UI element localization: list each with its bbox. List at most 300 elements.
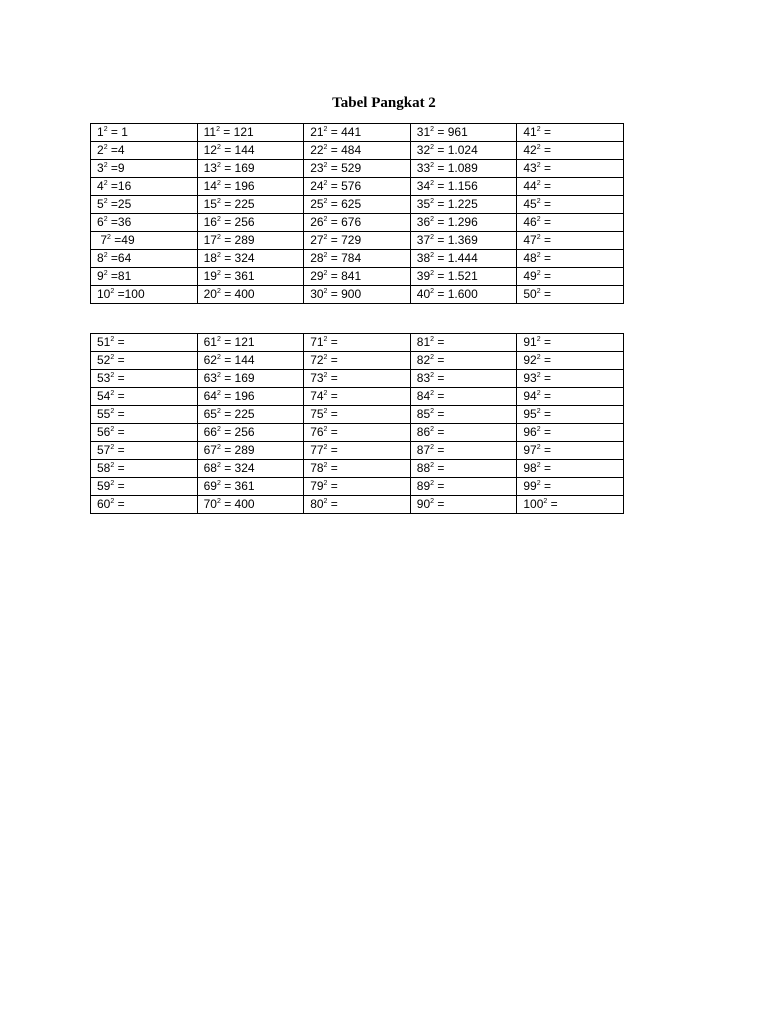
square-expression: [97, 287, 145, 301]
base-number: 95: [523, 407, 537, 421]
exponent: 2: [430, 144, 435, 151]
result-value: =: [434, 461, 445, 475]
exponent: 2: [536, 144, 541, 151]
result-value: = 400: [220, 497, 255, 511]
exponent: 2: [103, 216, 108, 223]
table-cell: [91, 214, 198, 232]
exponent: 2: [103, 162, 108, 169]
square-expression: [417, 233, 478, 247]
table-cell: [410, 406, 517, 424]
result-value: =: [327, 497, 338, 511]
exponent: 2: [536, 198, 541, 205]
table-cell: [197, 370, 304, 388]
base-number: 13: [203, 161, 217, 175]
base-number: 5: [97, 197, 104, 211]
table-cell: [410, 250, 517, 268]
square-expression: [417, 407, 445, 421]
base-number: 67: [203, 443, 217, 457]
result-value: =: [327, 443, 338, 457]
exponent: 2: [216, 372, 221, 379]
table-cell: [91, 478, 198, 496]
exponent: 2: [216, 198, 221, 205]
table-cell: [197, 124, 304, 142]
base-number: 8: [97, 251, 104, 265]
exponent: 2: [323, 126, 328, 133]
exponent: 2: [430, 336, 435, 343]
square-expression: [97, 497, 125, 511]
exponent: 2: [430, 126, 435, 133]
table-cell: [197, 424, 304, 442]
square-expression: [417, 287, 478, 301]
square-expression: [523, 479, 551, 493]
base-number: 39: [416, 269, 431, 283]
square-expression: [204, 179, 255, 193]
exponent: 2: [323, 426, 328, 433]
table-cell: [304, 286, 411, 304]
base-number: 12: [203, 143, 217, 157]
exponent: 2: [323, 180, 328, 187]
result-value: =: [540, 233, 551, 247]
result-value: =: [114, 407, 125, 421]
table-cell: [517, 178, 624, 196]
result-value: = 225: [220, 197, 255, 211]
base-number: 60: [97, 497, 111, 511]
table-row: [91, 370, 624, 388]
base-number: 63: [203, 371, 217, 385]
base-number: 44: [523, 179, 537, 193]
table-cell: [517, 406, 624, 424]
table-row: [91, 232, 624, 250]
base-number: 62: [203, 353, 217, 367]
square-expression: [523, 287, 551, 301]
base-number: 14: [203, 179, 217, 193]
table-cell: [91, 232, 198, 250]
result-value: = 1.089: [434, 161, 478, 175]
result-value: =: [327, 461, 338, 475]
table-cell: [91, 460, 198, 478]
exponent: 2: [430, 270, 435, 277]
base-number: 71: [310, 335, 324, 349]
result-value: =: [540, 161, 551, 175]
base-number: 27: [310, 233, 324, 247]
table-cell: [197, 268, 304, 286]
base-number: 64: [203, 389, 217, 403]
result-value: =: [327, 407, 338, 421]
square-expression: [417, 443, 445, 457]
exponent: 2: [536, 408, 541, 415]
exponent: 2: [110, 444, 115, 451]
result-value: = 1.296: [434, 215, 478, 229]
exponent: 2: [216, 252, 221, 259]
table-cell: [410, 460, 517, 478]
exponent: 2: [430, 252, 435, 259]
exponent: 2: [536, 270, 541, 277]
table-cell: [410, 496, 517, 514]
table-cell: [410, 232, 517, 250]
result-value: =: [114, 389, 125, 403]
result-value: = 1.369: [434, 233, 478, 247]
exponent: 2: [430, 444, 435, 451]
table-cell: [91, 334, 198, 352]
square-expression: [97, 389, 125, 403]
exponent: 2: [110, 390, 115, 397]
exponent: 2: [323, 480, 328, 487]
result-value: = 1.521: [434, 269, 478, 283]
result-value: = 961: [434, 125, 468, 139]
table-cell: [197, 250, 304, 268]
exponent: 2: [110, 408, 115, 415]
table-row: [91, 178, 624, 196]
exponent: 2: [110, 372, 115, 379]
base-number: 45: [523, 197, 537, 211]
base-number: 70: [203, 497, 217, 511]
result-value: =: [540, 251, 551, 265]
exponent: 2: [323, 198, 328, 205]
exponent: 2: [323, 270, 328, 277]
table-cell: [197, 214, 304, 232]
result-value: =: [434, 479, 445, 493]
base-number: 22: [310, 143, 324, 157]
exponent: 2: [216, 336, 221, 343]
square-expression: [204, 461, 255, 475]
base-number: 73: [310, 371, 324, 385]
result-value: = 1.600: [434, 287, 478, 301]
table-cell: [91, 406, 198, 424]
result-value: =: [114, 479, 125, 493]
table-cell: [91, 352, 198, 370]
table-cell: [304, 196, 411, 214]
table-cell: [517, 160, 624, 178]
exponent: 2: [536, 336, 541, 343]
base-number: 6: [97, 215, 104, 229]
square-expression: [204, 125, 254, 139]
exponent: 2: [536, 354, 541, 361]
table-cell: [91, 388, 198, 406]
result-value: = 169: [220, 371, 255, 385]
base-number: 96: [523, 425, 537, 439]
exponent: 2: [103, 180, 108, 187]
base-number: 31: [416, 125, 431, 139]
base-number: 18: [203, 251, 217, 265]
result-value: =: [434, 335, 445, 349]
exponent: 2: [216, 354, 221, 361]
table-cell: [410, 424, 517, 442]
square-expression: [310, 353, 338, 367]
exponent: 2: [430, 288, 435, 295]
square-expression: [523, 335, 551, 349]
result-value: = 225: [220, 407, 255, 421]
table-cell: [91, 268, 198, 286]
result-value: =: [547, 497, 558, 511]
table-cell: [517, 352, 624, 370]
exponent: 2: [430, 198, 435, 205]
exponent: 2: [430, 180, 435, 187]
table-cell: [304, 370, 411, 388]
square-expression: [310, 461, 338, 475]
base-number: 37: [416, 233, 431, 247]
exponent: 2: [323, 336, 328, 343]
table-cell: [304, 160, 411, 178]
table-cell: [517, 442, 624, 460]
result-value: =25: [107, 197, 132, 211]
base-number: 66: [203, 425, 217, 439]
exponent: 2: [323, 498, 328, 505]
exponent: 2: [323, 354, 328, 361]
result-value: =: [434, 497, 445, 511]
table-row: [91, 442, 624, 460]
result-value: = 361: [220, 479, 255, 493]
square-expression: [523, 371, 551, 385]
square-expression: [523, 161, 551, 175]
square-expression: [523, 269, 551, 283]
exponent: 2: [536, 180, 541, 187]
base-number: 94: [523, 389, 537, 403]
base-number: 72: [310, 353, 324, 367]
square-expression: [523, 425, 551, 439]
base-number: 9: [97, 269, 104, 283]
table-cell: [517, 268, 624, 286]
square-expression: [204, 161, 255, 175]
exponent: 2: [430, 372, 435, 379]
base-number: 1: [97, 125, 104, 139]
table-cell: [304, 178, 411, 196]
square-expression: [417, 179, 478, 193]
result-value: = 441: [327, 125, 362, 139]
table-cell: [517, 232, 624, 250]
square-expression: [97, 425, 125, 439]
table-cell: [304, 478, 411, 496]
result-value: =: [540, 425, 551, 439]
exponent: 2: [216, 144, 221, 151]
square-expression: [417, 125, 468, 139]
table-row: [91, 334, 624, 352]
exponent: 2: [430, 408, 435, 415]
table-row: [91, 460, 624, 478]
result-value: =100: [114, 287, 145, 301]
result-value: =: [540, 479, 551, 493]
table-cell: [91, 442, 198, 460]
base-number: 81: [416, 335, 431, 349]
base-number: 98: [523, 461, 537, 475]
base-number: 19: [203, 269, 217, 283]
result-value: = 900: [327, 287, 362, 301]
table-cell: [197, 496, 304, 514]
table-row: [91, 160, 624, 178]
table-row: [91, 352, 624, 370]
table-cell: [304, 214, 411, 232]
square-expression: [204, 407, 255, 421]
square-expression: [97, 179, 131, 193]
base-number: 82: [416, 353, 431, 367]
square-expression: [523, 233, 551, 247]
table-cell: [410, 268, 517, 286]
result-value: =: [434, 443, 445, 457]
square-expression: [310, 269, 361, 283]
exponent: 2: [103, 252, 108, 259]
exponent: 2: [110, 462, 115, 469]
square-expression: [523, 407, 551, 421]
table-row: [91, 142, 624, 160]
table-row: [91, 268, 624, 286]
exponent: 2: [536, 462, 541, 469]
result-value: = 169: [220, 161, 255, 175]
exponent: 2: [536, 252, 541, 259]
table-cell: [304, 388, 411, 406]
table-cell: [410, 370, 517, 388]
exponent: 2: [103, 126, 108, 133]
square-expression: [417, 335, 445, 349]
base-number: 100: [523, 497, 544, 511]
exponent: 2: [216, 390, 221, 397]
result-value: =: [434, 425, 445, 439]
result-value: =9: [107, 161, 125, 175]
base-number: 49: [523, 269, 537, 283]
exponent: 2: [430, 354, 435, 361]
square-expression: [523, 251, 551, 265]
square-expression: [204, 353, 255, 367]
table-cell: [197, 352, 304, 370]
result-value: = 256: [220, 215, 255, 229]
exponent: 2: [536, 234, 541, 241]
base-number: 92: [523, 353, 537, 367]
result-value: =: [540, 407, 551, 421]
table-cell: [410, 478, 517, 496]
table-cell: [517, 424, 624, 442]
square-expression: [204, 425, 255, 439]
result-value: =: [540, 269, 551, 283]
base-number: 80: [310, 497, 324, 511]
table-cell: [304, 232, 411, 250]
base-number: 23: [310, 161, 324, 175]
table-cell: [91, 496, 198, 514]
result-value: =: [540, 287, 551, 301]
square-expression: [417, 143, 478, 157]
exponent: 2: [323, 216, 328, 223]
exponent: 2: [110, 480, 115, 487]
result-value: =81: [107, 269, 132, 283]
table-row: [91, 196, 624, 214]
square-expression: [204, 197, 255, 211]
table-cell: [197, 334, 304, 352]
exponent: 2: [216, 462, 221, 469]
base-number: 51: [97, 335, 111, 349]
result-value: = 256: [220, 425, 255, 439]
base-number: 88: [416, 461, 431, 475]
result-value: =16: [107, 179, 132, 193]
result-value: = 784: [327, 251, 362, 265]
exponent: 2: [430, 390, 435, 397]
result-value: =: [114, 497, 125, 511]
square-expression: [204, 287, 255, 301]
square-expression: [310, 497, 338, 511]
result-value: = 361: [220, 269, 255, 283]
base-number: 2: [97, 143, 104, 157]
exponent: 2: [536, 480, 541, 487]
square-expression: [204, 443, 255, 457]
result-value: =: [114, 335, 125, 349]
result-value: = 841: [327, 269, 362, 283]
result-value: =: [327, 371, 338, 385]
table-row: [91, 406, 624, 424]
square-expression: [417, 251, 478, 265]
table-cell: [197, 478, 304, 496]
table-cell: [91, 250, 198, 268]
result-value: = 196: [220, 389, 255, 403]
square-expression: [204, 371, 255, 385]
square-expression: [523, 497, 557, 511]
base-number: 58: [97, 461, 111, 475]
square-expression: [204, 251, 255, 265]
table-cell: [517, 142, 624, 160]
base-number: 97: [523, 443, 537, 457]
table-cell: [197, 142, 304, 160]
table-cell: [91, 178, 198, 196]
base-number: 89: [416, 479, 431, 493]
result-value: =: [327, 425, 338, 439]
result-value: = 529: [327, 161, 362, 175]
exponent: 2: [430, 498, 435, 505]
base-number: 84: [416, 389, 431, 403]
table-cell: [91, 286, 198, 304]
exponent: 2: [110, 336, 115, 343]
exponent: 2: [536, 288, 541, 295]
result-value: = 1.024: [434, 143, 478, 157]
base-number: 21: [310, 125, 324, 139]
table-cell: [410, 388, 517, 406]
base-number: 41: [523, 125, 537, 139]
square-expression: [523, 443, 551, 457]
base-number: 59: [97, 479, 111, 493]
square-expression: [310, 143, 361, 157]
base-number: 78: [310, 461, 324, 475]
table-cell: [304, 424, 411, 442]
exponent: 2: [107, 234, 111, 241]
square-expression: [97, 479, 125, 493]
result-value: = 196: [220, 179, 255, 193]
square-expression: [523, 179, 551, 193]
result-value: =: [114, 425, 125, 439]
exponent: 2: [543, 498, 548, 505]
exponent: 2: [323, 444, 328, 451]
result-value: =: [540, 461, 551, 475]
result-value: =: [540, 215, 551, 229]
table-cell: [517, 388, 624, 406]
square-expression: [310, 215, 361, 229]
base-number: 25: [310, 197, 324, 211]
exponent: 2: [216, 234, 221, 241]
square-expression: [204, 269, 255, 283]
square-expression: [310, 407, 338, 421]
square-expression: [523, 215, 551, 229]
square-expression: [97, 125, 128, 139]
exponent: 2: [536, 216, 541, 223]
exponent: 2: [536, 426, 541, 433]
result-value: = 576: [327, 179, 362, 193]
result-value: =: [540, 125, 551, 139]
result-value: = 144: [220, 143, 255, 157]
table-cell: [304, 406, 411, 424]
result-value: =: [540, 389, 551, 403]
base-number: 52: [97, 353, 111, 367]
exponent: 2: [536, 444, 541, 451]
square-expression: [310, 389, 338, 403]
base-number: 11: [203, 125, 217, 139]
result-value: = 324: [220, 251, 255, 265]
exponent: 2: [110, 498, 115, 505]
result-value: =4: [107, 143, 125, 157]
base-number: 99: [523, 479, 537, 493]
table-cell: [410, 214, 517, 232]
